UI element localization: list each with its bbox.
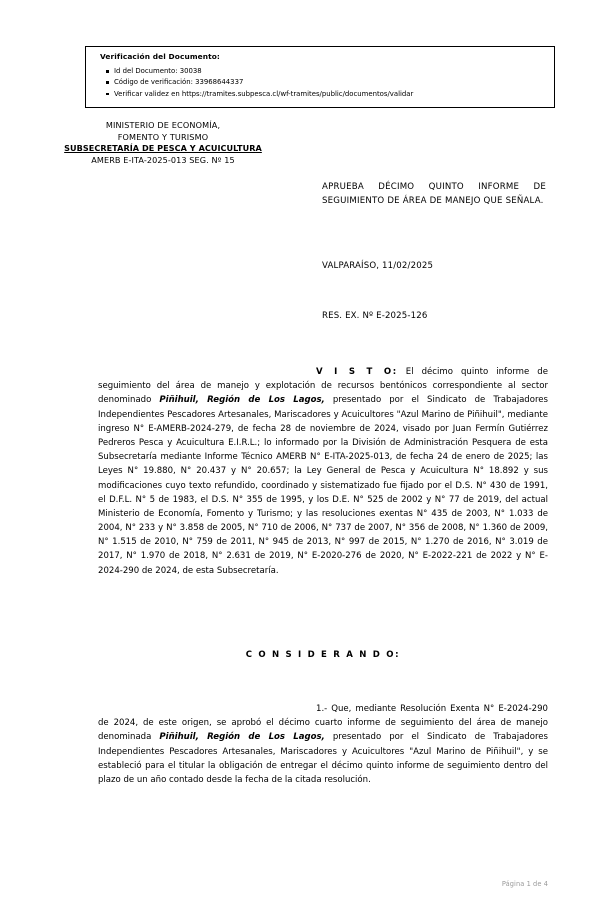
ministry-line-2: FOMENTO Y TURISMO: [117, 131, 209, 142]
page-number-footer: Página 1 de 4: [501, 880, 548, 888]
considerando-emphasis-area-name: Piñihuil, Región de Los Lagos,: [159, 732, 325, 743]
resolution-number: RES. EX. Nº E-2025-126: [322, 311, 428, 321]
visto-text-part-2: presentado por el Sindicato de Trabajadores Independientes Pescadores Artesanales, Mariscadores y Acuicultores "Azul Marino de Piñihuil", mediante ingreso N° E-AMERB-2024-279, de fecha 28 de noviembre de 2024, visado por Juan Fermín Gutiérrez Pedreros Pesca y Acuicultura E.I.R.L.; lo informado por la División de Administración Pesquera de esta Subsecretaría mediante Informe Técnico AMERB N° E-ITA-2025-013, de fecha 24 de enero de 2025; las Leyes N° 19.880, N° 20.437 y N° 20.657; la Ley General de Pesca y Acuicultura N° 18.892 y sus modificaciones cuyo texto refundido, coordinado y sistematizado fue fijado por el D.S. N° 430 de 1991, el D.F.L. N° 5 de 1983, el D.S. N° 355 de 1995, y los D.E. N° 525 de 2002 y N° 77 de 2019, del actual Ministerio de Economía, Fomento y Turismo; y las resoluciones exentas N° 435 de 2003, N° 1.033 de 2004, N° 233 y N° 3.858 de 2005, N° 710 de 2006, N° 737 de 2007, N° 356 de 2008, N° 1.360 de 2009, N° 1.515 de 2010, N° 759 de 2011, N° 945 de 2013, N° 997 de 2015, N° 1.270 de 2016, N° 3.019 de 2017, N° 1.970 de 2018, N° 2.631 de 2019, N° E-2020-276 de 2020, N° E-2022-221 de 2022 y N° E-2024-290 de 2024, de esta Subsecretaría.: [98, 395, 549, 576]
ministry-line-1: MINISTERIO DE ECONOMÍA,: [105, 120, 221, 130]
considerando-text-part-1: Que, mediante Resolución Exenta N° E-2024-290 de 2024, de este origen, se aprobó el décimo cuarto informe de seguimiento del área de manejo denominada: [98, 704, 548, 743]
considerando-heading: C O N S I D E R A N D O:: [245, 650, 401, 660]
considerando-paragraph-1: [98, 702, 548, 787]
verification-title: Verificación del Documento:: [100, 52, 220, 61]
verification-document-id: Id del Documento: 30038: [114, 66, 554, 77]
organization-header: [38, 120, 288, 167]
amerb-code: AMERB E-ITA-2025-013 SEG. Nº 15: [91, 155, 235, 166]
visto-label: V I S T O:: [316, 367, 398, 377]
considerando-text-part-2: presentado por el Sindicato de Trabajadores Independientes Pescadores Artesanales, Mariscadores y Acuicultores "Azul Marino de Piñihuil", y se estableció para el titular la obligación de entregar el décimo quinto informe de seguimiento dentro del plazo de un año contado desde la fecha de la citada resolución.: [98, 732, 548, 785]
verification-list: [100, 66, 554, 100]
subsecretaria-title: SUBSECRETARÍA DE PESCA Y ACUICULTURA: [64, 143, 262, 154]
resolution-subject: APRUEBA DÉCIMO QUINTO INFORME DE SEGUIMIENTO DE ÁREA DE MANEJO QUE SEÑALA.: [322, 182, 546, 206]
place-and-date: VALPARAÍSO, 11/02/2025: [322, 261, 434, 271]
visto-paragraph: [98, 365, 548, 578]
verification-code: Código de verificación: 33968644337: [114, 77, 554, 88]
considerando-item-number: 1.-: [316, 704, 332, 714]
visto-text-part-1: El décimo quinto informe de seguimiento del área de manejo y explotación de recursos bentónicos correspondiente al sector denominado: [98, 367, 548, 406]
visto-emphasis-area-name: Piñihuil, Región de Los Lagos,: [159, 395, 325, 406]
verification-url: Verificar validez en https://tramites.subpesca.cl/wf-tramites/public/documentos/validar: [114, 89, 554, 100]
document-verification-box: [85, 46, 555, 108]
